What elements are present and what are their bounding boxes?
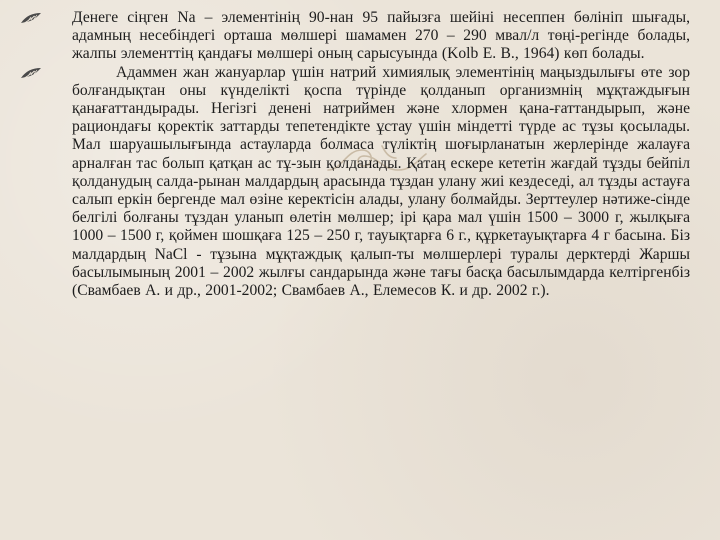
feather-bullet-icon	[20, 67, 42, 80]
list-item	[20, 64, 690, 301]
feather-bullet-icon	[20, 12, 42, 25]
list-item	[20, 9, 690, 64]
paragraph-text: Адаммен жан жануарлар үшін натрий химиялық элементінің маңыздылығы өте зор болғандықтан оны күнделікті қоспа түрінде қолданып организмнің мұқтаждығын қанағаттандырады. Негізгі денені натриймен және хлормен қана-ғаттандырып, және рациондағы қоректік заттарды тепетендікте ұстау үшін міндетті түрде ас тұзы қосылады. Мал шаруашылығында астауларда болмаса түліктің шоғырланатын жерлерінде жалауға арналған тас болып қатқан ас тұ-зын қолданады. Қатаң ескере кететін жағдай тұзды бейпіл қолданудың салда-рынан малдардың арасында тұздан улану жиі кездеседі, ал тұзды астауға салып еркін бергенде мал өзіне керектісін алады, улану болмайды. Зерттеулер нәтиже-сінде белгілі болғаны тұздан уланып өлетін мөлшер; ірі қара мал үшін 1500 – 3000 г, жылқыға 1000 – 1500 г, қоймен шошқаға 125 – 250 г, тауықтарға 6 г., құркетауықтарға 4 г басына. Біз малдардың NaCl - тұзына мұқтаждық қалып-ты мөлшерлері туралы дерктерді Жаршы басылымының 2001 – 2002 жылғы сандарында және тағы басқа басылымдарда келтіргенбіз (Свамбаев А. и др., 2001-2002; Свамбаев А., Елемесов К. и др. 2002 г.).	[72, 63, 690, 300]
bullet-list	[20, 9, 690, 300]
paragraph-text: Денеге сіңген Na – элементінің 90-нан 95 пайызға шейіні несеппен бөлініп шығады, адамның несебіндегі орташа мөлшері шамамен 270 – 290 мвал/л төңі-регінде болады, жалпы элементтің қандағы мөлшері оның сарысуында (Kolb Е. В., 1964) көп болады.	[72, 9, 690, 63]
